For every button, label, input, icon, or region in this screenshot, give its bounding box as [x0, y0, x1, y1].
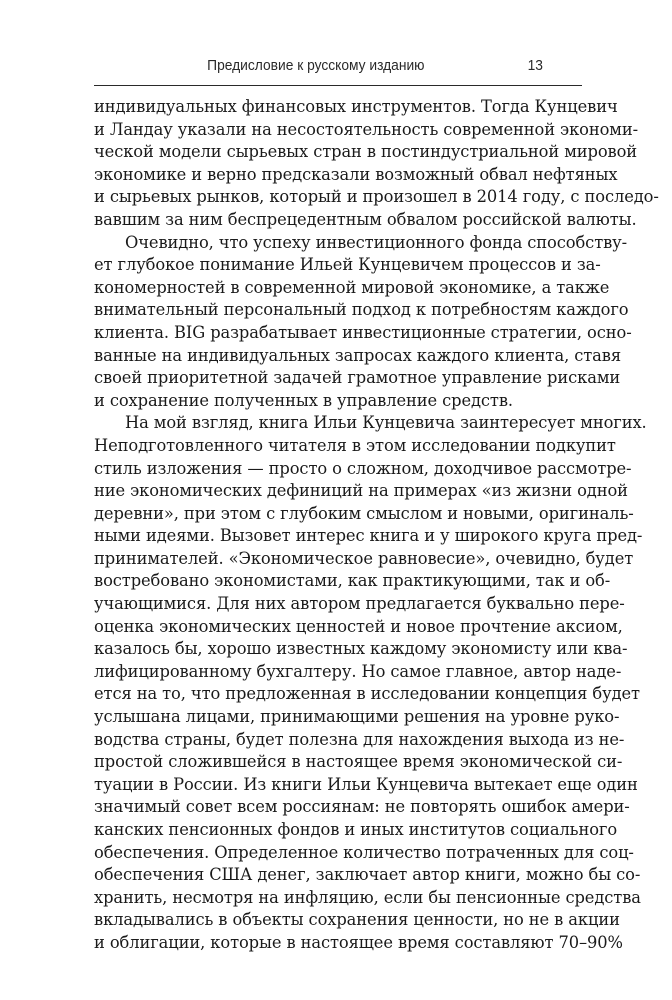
- text-line: ванные на индивидуальных запросах каждого клиента, ставя: [94, 345, 621, 365]
- text-line: и сырьевых рынков, который и произошел в 2014 году, с последо-: [94, 187, 659, 207]
- text-line: учающимися. Для них автором предлагается буквально пере-: [94, 594, 625, 614]
- text-line: лифицированному бухгалтеру. Но самое главное, автор наде-: [94, 661, 622, 681]
- text-line: казалось бы, хорошо известных каждому экономисту или ква-: [94, 639, 628, 659]
- text-line: и сохранение полученных в управление средств.: [94, 390, 513, 410]
- text-line: принимателей. «Экономическое равновесие», очевидно, будет: [94, 548, 634, 568]
- chapter-title: Предисловие к русскому изданию: [207, 57, 425, 74]
- text-line: ет глубокое понимание Ильей Кунцевичем процессов и за-: [94, 255, 601, 275]
- text-line: хранить, несмотря на инфляцию, если бы пенсионные средства: [94, 887, 641, 907]
- text-line: деревни», при этом с глубоким смыслом и новыми, оригиналь-: [94, 503, 634, 523]
- text-line: обеспечения США денег, заключает автор книги, можно бы со-: [94, 865, 641, 885]
- text-line: вкладывались в объекты сохранения ценности, но не в акции: [94, 910, 620, 930]
- text-line: кономерностей в современной мировой экономике, а также: [94, 277, 610, 297]
- header-rule: [94, 85, 582, 86]
- page-number: 13: [527, 57, 543, 74]
- text-line: индивидуальных финансовых инструментов. Тогда Кунцевич: [94, 97, 618, 116]
- paragraph: [94, 96, 659, 232]
- running-header: [94, 57, 543, 81]
- text-line: значимый совет всем россиянам: не повторять ошибок амери-: [94, 797, 630, 817]
- text-line: и облигации, которые в настоящее время составляют 70–90%: [94, 932, 623, 952]
- body-text: [94, 96, 659, 955]
- text-line: вавшим за ним беспрецедентным обвалом российской валюты.: [94, 209, 637, 229]
- text-line: На мой взгляд, книга Ильи Кунцевича заинтересует многих.: [125, 413, 647, 433]
- text-line: клиента. BIG разрабатывает инвестиционные стратегии, осно-: [94, 322, 632, 342]
- text-line: канских пенсионных фондов и иных институтов социального: [94, 820, 618, 839]
- text-line: экономике и верно предсказали возможный обвал нефтяных: [94, 164, 618, 184]
- text-line: востребовано экономистами, как практикующими, так и об-: [94, 571, 611, 591]
- text-line: водства страны, будет полезна для нахождения выхода из не-: [94, 729, 625, 749]
- text-line: и Ландау указали на несостоятельность современной экономи-: [94, 119, 639, 139]
- text-line: туации в России. Из книги Ильи Кунцевича вытекает еще один: [94, 774, 638, 794]
- text-line: простой сложившейся в настоящее время экономической си-: [94, 752, 623, 772]
- text-line: ется на то, что предложенная в исследовании концепция будет: [94, 684, 640, 704]
- text-line: внимательный персональный подход к потребностям каждого: [94, 300, 629, 320]
- text-line: обеспечения. Определенное количество потраченных для соц-: [94, 842, 634, 862]
- text-line: своей приоритетной задачей грамотное управление рисками: [94, 368, 621, 388]
- text-line: ние экономических дефиниций на примерах «из жизни одной: [94, 481, 628, 501]
- paragraph: [94, 232, 632, 413]
- text-line: Очевидно, что успеху инвестиционного фонда способству-: [125, 232, 628, 252]
- text-line: стиль изложения — просто о сложном, доходчивое рассмотре-: [94, 458, 632, 478]
- text-line: оценка экономических ценностей и новое прочтение аксиом,: [94, 616, 623, 636]
- text-line: ческой модели сырьевых стран в постиндустриальной мировой: [94, 142, 638, 162]
- text-line: услышана лицами, принимающими решения на уровне руко-: [94, 707, 620, 727]
- text-line: Неподготовленного читателя в этом исследовании подкупит: [94, 435, 616, 455]
- paragraph: [94, 412, 647, 954]
- text-line: ными идеями. Вызовет интерес книга и у широкого круга пред-: [94, 526, 643, 546]
